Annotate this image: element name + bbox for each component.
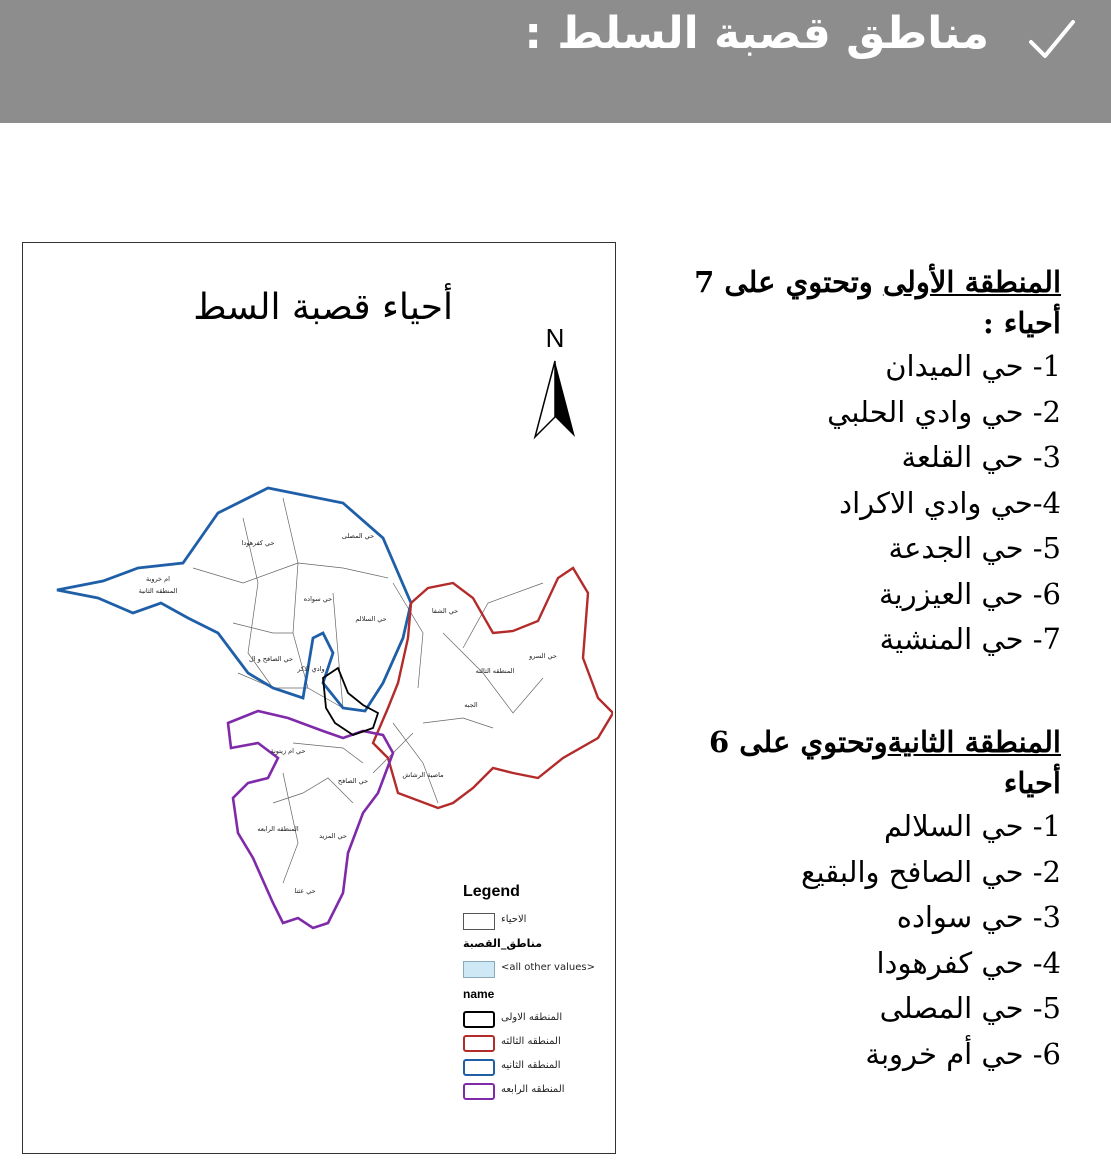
legend-swatch <box>463 1083 495 1100</box>
legend-row-zone <box>463 1081 613 1103</box>
legend-heading: Legend <box>463 883 520 900</box>
list-item: 3- حي القلعة <box>901 440 1061 474</box>
legend-zones-title: مناطق_القصبة <box>463 937 543 950</box>
map-label: حي الصافح و ال <box>248 655 294 663</box>
map-label: حي السلالم <box>355 615 387 623</box>
map-label: المنطقه الرابعه <box>257 825 299 833</box>
zone-first-section <box>641 262 1061 663</box>
zone-first-heading <box>641 262 1061 303</box>
list-item: 7- حي المنشية <box>879 622 1061 656</box>
legend-swatch <box>463 913 495 930</box>
list-item: 1- حي الميدان <box>885 349 1061 383</box>
map-figure <box>22 242 616 1154</box>
list-item: 2- حي الصافح والبقيع <box>801 854 1061 889</box>
map-label: حي كفرهودا <box>241 539 275 547</box>
list-item: 6- حي أم خروبة <box>865 1036 1061 1071</box>
map-label: حي سواده <box>303 595 333 603</box>
map-label: حي الشفا <box>431 607 459 615</box>
zone-first-subheading: أحياء : <box>982 306 1061 340</box>
zone-second-subheading: أحياء <box>1003 766 1061 800</box>
map-label: الجبه <box>464 701 478 709</box>
legend-label: <all other values> <box>501 962 595 973</box>
map-label: وادي الاكر <box>297 665 325 673</box>
legend-row-zone <box>463 1057 613 1079</box>
legend-row-other <box>463 959 613 981</box>
legend-row-neighborhoods <box>463 911 613 933</box>
zone-first-heading-name: المنطقة الأولى <box>882 265 1061 299</box>
legend-swatch <box>463 1035 495 1052</box>
neighborhood-boundaries <box>193 498 543 883</box>
north-arrow-icon <box>531 323 579 443</box>
zone-second-section <box>641 722 1061 1077</box>
map-label: حي المزيد <box>319 832 347 840</box>
legend-name-field: name <box>463 987 495 1001</box>
map-label: المنطقه الثانية <box>138 587 178 595</box>
legend-swatch <box>463 1059 495 1076</box>
list-item: 5- حي الجدعة <box>888 531 1061 565</box>
legend-label: المنطقه الاولى <box>501 1012 563 1023</box>
map-label: حي عثنا <box>294 887 316 895</box>
map-label: المنطقه الثالثه <box>475 667 515 675</box>
legend-swatch <box>463 1011 495 1028</box>
map-area <box>43 473 613 933</box>
list-item: 3- حي سواده <box>896 900 1061 934</box>
legend-swatch <box>463 961 495 978</box>
map-title: أحياء قصبة السط <box>193 287 453 328</box>
zone-second-heading <box>641 722 1061 763</box>
map-label: ام خروبة <box>146 575 170 583</box>
zone-fourth-boundary <box>228 711 393 928</box>
list-item: 2- حي وادي الحلبي <box>827 394 1061 429</box>
map-legend <box>463 883 613 1113</box>
list-item: 5- حي المصلى <box>879 991 1061 1025</box>
list-item: 6- حي العيزرية <box>878 576 1061 611</box>
header-bar <box>0 0 1111 123</box>
list-item: 4-حي وادي الاكراد <box>839 485 1061 520</box>
map-label: حي السرو <box>529 652 557 660</box>
check-icon <box>1027 18 1077 62</box>
legend-label: الاحياء <box>501 914 527 925</box>
page-title: مناطق قصبة السلط : <box>524 8 989 59</box>
list-item: 4- حي كفرهودا <box>876 945 1061 980</box>
north-label: N <box>545 323 565 353</box>
legend-label: المنطقه الرابعه <box>501 1084 565 1095</box>
zone-second-boundary <box>57 488 411 711</box>
map-label: حي المصلى <box>341 532 375 540</box>
map-label: حي ام زيتونة <box>270 747 306 755</box>
map-label: حي الصافح <box>337 777 369 785</box>
zone-second-heading-name: المنطقة الثانية <box>887 725 1061 759</box>
zone-second-heading-count: وتحتوي على 6 <box>708 725 888 759</box>
list-item: 1- حي السلالم <box>884 809 1061 843</box>
zone-first-heading-count: وتحتوي على 7 <box>694 265 883 299</box>
legend-label: المنطقه الثالثه <box>501 1036 561 1047</box>
legend-row-zone <box>463 1033 613 1055</box>
legend-row-zone <box>463 1009 613 1031</box>
map-label: ماصية الرشاش <box>402 771 444 779</box>
legend-label: المنطقه الثانيه <box>501 1060 561 1071</box>
